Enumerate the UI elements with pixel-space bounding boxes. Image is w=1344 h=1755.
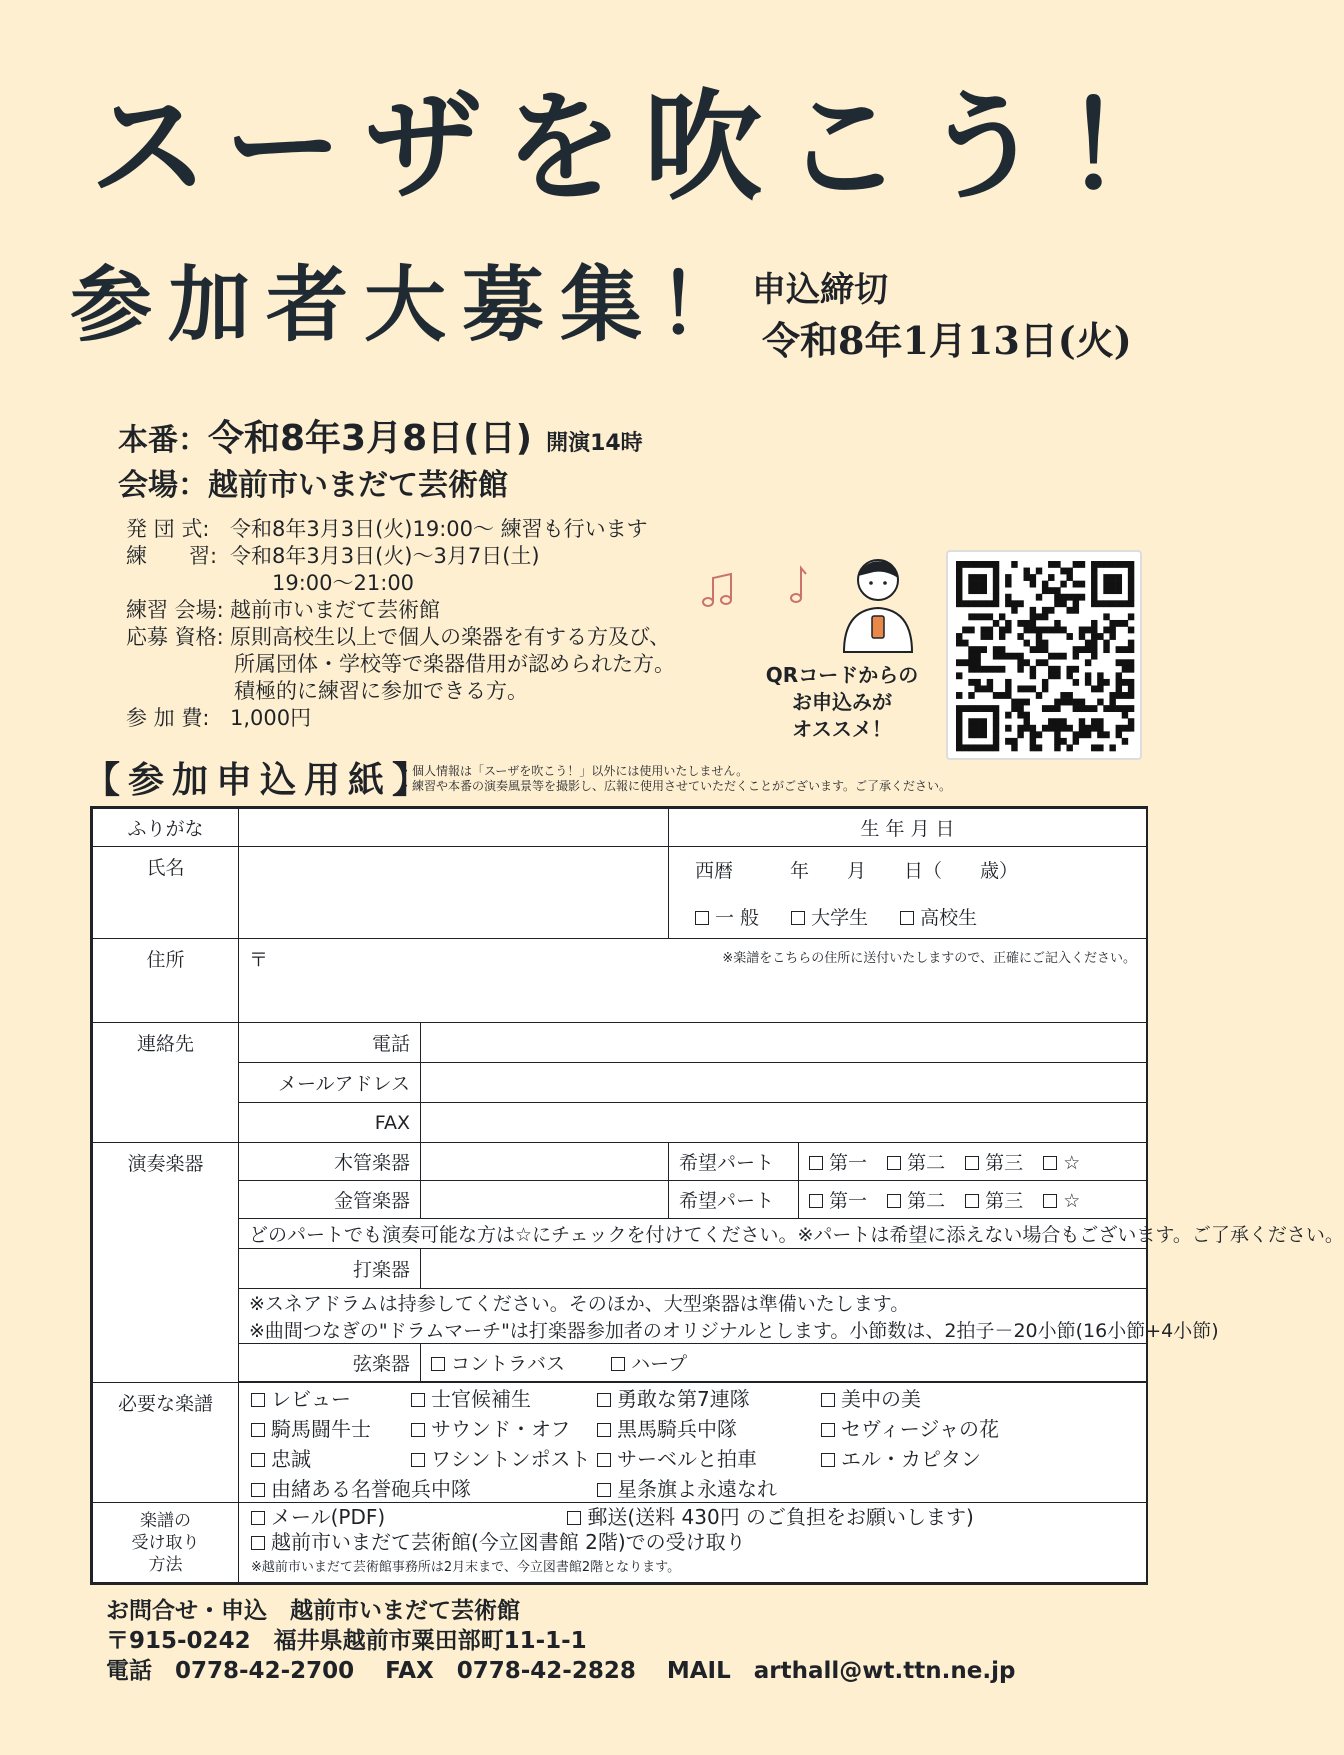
receive-label bbox=[93, 1503, 239, 1583]
practice-venue: 越前市いまだて芸術館 bbox=[230, 598, 440, 622]
checkbox[interactable] bbox=[251, 1423, 265, 1437]
form-note-1: ・個人情報は「スーザを吹こう！」以外には使用いたしません。 bbox=[400, 764, 749, 778]
page-subtitle: 参加者大募集！ bbox=[70, 258, 757, 353]
qr-recommendation bbox=[752, 662, 932, 743]
qualification-label: 応募 資格: bbox=[126, 625, 224, 649]
receive-mail-label: メール(PDF) bbox=[271, 1505, 386, 1529]
brass-part-label: 希望パート bbox=[669, 1181, 799, 1219]
woodwind-part-label: 希望パート bbox=[669, 1143, 799, 1181]
percussion-note-1: ※スネアドラムは持参してください。そのほか、大型楽器は準備いたします。 bbox=[249, 1293, 910, 1315]
qr-text-line3: オススメ！ bbox=[792, 717, 892, 741]
instrument-label: 演奏楽器 bbox=[93, 1143, 239, 1383]
checkbox[interactable] bbox=[567, 1511, 581, 1525]
woodwind-label: 木管楽器 bbox=[239, 1143, 421, 1181]
details bbox=[126, 516, 675, 732]
score-label: 由緒ある名誉砲兵中隊 bbox=[271, 1477, 471, 1501]
venue-label: 会場： bbox=[118, 468, 208, 503]
checkbox[interactable] bbox=[411, 1453, 425, 1467]
fee: 1,000円 bbox=[230, 706, 312, 730]
birthday-label: 生 年 月 日 bbox=[669, 809, 1147, 847]
deadline-label: 申込締切 bbox=[752, 270, 888, 310]
woodwind-input[interactable] bbox=[421, 1143, 669, 1181]
percussion-note-2: ※曲間つなぎの"ドラムマーチ"は打楽器参加者のオリジナルとします。小節数は、2拍子－20小節(16小節+4小節) bbox=[249, 1320, 1219, 1342]
score-label: サーベルと拍車 bbox=[617, 1447, 757, 1471]
receive-post-option[interactable] bbox=[567, 1505, 974, 1529]
part-2-label: 第二 bbox=[907, 1190, 946, 1212]
email-input[interactable] bbox=[421, 1063, 1147, 1103]
furigana-input[interactable] bbox=[239, 809, 669, 847]
form-note-2: ・練習や本番の演奏風景等を撮影し、広報に使用させていただくことがございます。ご了承ください。 bbox=[400, 779, 952, 793]
checkbox[interactable] bbox=[887, 1156, 901, 1170]
ceremony: 令和8年3月3日(火)19:00～ 練習も行います bbox=[230, 517, 648, 541]
score-label: 勇敢な第7連隊 bbox=[617, 1387, 750, 1411]
score-label: 士官候補生 bbox=[431, 1387, 531, 1411]
part-2-option[interactable] bbox=[887, 1152, 945, 1174]
receive-label-2: 受け取り bbox=[131, 1532, 200, 1553]
score-option[interactable] bbox=[597, 1383, 821, 1412]
scores-label: 必要な楽譜 bbox=[93, 1383, 239, 1503]
score-label: サウンド・オフ bbox=[431, 1417, 571, 1441]
contact-footer bbox=[106, 1596, 1015, 1686]
score-label: 忠誠 bbox=[271, 1447, 311, 1471]
performance-label: 本番： bbox=[118, 423, 208, 458]
part-3-option[interactable] bbox=[965, 1190, 1023, 1212]
receive-post-label: 郵送(送料 430円 のご負担をお願いします) bbox=[587, 1505, 974, 1529]
phone-input[interactable] bbox=[421, 1023, 1147, 1063]
checkbox[interactable] bbox=[597, 1483, 611, 1497]
part-3-label: 第三 bbox=[985, 1152, 1024, 1174]
score-label: 騎馬闘牛士 bbox=[271, 1417, 371, 1441]
receive-label-3: 方法 bbox=[148, 1554, 183, 1575]
part-1-option[interactable] bbox=[809, 1190, 867, 1212]
practice-venue-label: 練習 会場: bbox=[126, 598, 224, 622]
category-highschool[interactable] bbox=[900, 907, 977, 929]
checkbox[interactable] bbox=[411, 1393, 425, 1407]
score-label: レビュー bbox=[271, 1387, 351, 1411]
score-label: エル・カピタン bbox=[841, 1447, 981, 1471]
performance-time: 開演14時 bbox=[546, 431, 643, 456]
part-1-label: 第一 bbox=[829, 1152, 868, 1174]
part-star-label: ☆ bbox=[1063, 1152, 1081, 1174]
brass-part-options bbox=[799, 1181, 1147, 1219]
venue-row bbox=[118, 460, 643, 510]
score-option[interactable] bbox=[411, 1443, 597, 1472]
qualification-3: 積極的に練習に参加できる方。 bbox=[234, 679, 528, 703]
checkbox[interactable] bbox=[821, 1423, 835, 1437]
ceremony-label: 発 団 式: bbox=[126, 517, 210, 541]
receive-row-1 bbox=[251, 1505, 1136, 1530]
footer-line-3: 電話 0778-42-2700 FAX 0778-42-2828 MAIL arthall@wt.ttn.ne.jp bbox=[106, 1658, 1016, 1684]
checkbox[interactable] bbox=[1043, 1156, 1057, 1170]
score-option[interactable] bbox=[251, 1443, 411, 1472]
music-notes-icon bbox=[700, 562, 810, 612]
venue: 越前市いまだて芸術館 bbox=[208, 468, 508, 503]
score-label: ワシントンポスト bbox=[431, 1447, 591, 1471]
checkbox[interactable] bbox=[411, 1423, 425, 1437]
category-options bbox=[695, 903, 1136, 930]
checkbox[interactable] bbox=[251, 1483, 265, 1497]
checkbox[interactable] bbox=[251, 1511, 265, 1525]
part-2-option[interactable] bbox=[887, 1190, 945, 1212]
score-label: 星条旗よ永遠なれ bbox=[617, 1477, 777, 1501]
part-star-option[interactable] bbox=[1043, 1152, 1080, 1174]
checkbox[interactable] bbox=[597, 1453, 611, 1467]
fee-label: 参 加 費: bbox=[126, 706, 210, 730]
fax-input[interactable] bbox=[421, 1103, 1147, 1143]
checkbox[interactable] bbox=[251, 1393, 265, 1407]
contrabass-option[interactable] bbox=[431, 1353, 565, 1375]
category-general-label: 一 般 bbox=[715, 906, 760, 929]
receive-pickup-label: 越前市いまだて芸術館(今立図書館 2階)での受け取り bbox=[271, 1530, 746, 1554]
score-label: 美中の美 bbox=[841, 1387, 921, 1411]
address-input[interactable] bbox=[239, 939, 1147, 1023]
qr-text-line2: お申込みが bbox=[792, 690, 892, 714]
phone-label: 電話 bbox=[239, 1023, 421, 1063]
strings-options bbox=[421, 1344, 1147, 1382]
checkbox[interactable] bbox=[251, 1453, 265, 1467]
email-label: メールアドレス bbox=[239, 1063, 421, 1103]
name-label: 氏名 bbox=[93, 847, 239, 939]
receive-note: ※越前市いまだて芸術館事務所は2月末まで、今立図書館2階となります。 bbox=[251, 1560, 681, 1575]
score-label: 黒馬騎兵中隊 bbox=[617, 1417, 737, 1441]
person-with-phone-icon bbox=[838, 552, 918, 652]
address-label: 住所 bbox=[93, 939, 239, 1023]
category-general[interactable] bbox=[695, 907, 759, 929]
harp-option[interactable] bbox=[611, 1353, 687, 1375]
strings-label: 弦楽器 bbox=[239, 1344, 421, 1382]
part-1-label: 第一 bbox=[829, 1190, 868, 1212]
score-empty bbox=[411, 1473, 597, 1502]
score-option[interactable] bbox=[821, 1443, 1021, 1472]
checkbox[interactable] bbox=[597, 1423, 611, 1437]
score-option[interactable] bbox=[597, 1443, 821, 1472]
checkbox[interactable] bbox=[597, 1393, 611, 1407]
checkbox[interactable] bbox=[809, 1194, 823, 1208]
score-option[interactable] bbox=[411, 1413, 597, 1442]
postal-mark: 〒 bbox=[249, 949, 269, 971]
score-option[interactable] bbox=[251, 1413, 411, 1442]
receive-mail-option[interactable] bbox=[251, 1505, 561, 1530]
part-2-label: 第二 bbox=[907, 1152, 946, 1174]
address-note: ※楽譜をこちらの住所に送付いたしますので、正確にご記入ください。 bbox=[722, 951, 1136, 966]
harp-label: ハープ bbox=[631, 1353, 688, 1375]
part-star-label: ☆ bbox=[1063, 1190, 1081, 1212]
percussion-input[interactable] bbox=[421, 1249, 1147, 1289]
checkbox[interactable] bbox=[821, 1393, 835, 1407]
form-notes bbox=[400, 764, 951, 794]
brass-input[interactable] bbox=[421, 1181, 669, 1219]
page-title: スーザを吹こう！ bbox=[90, 78, 1205, 216]
brass-label: 金管楽器 bbox=[239, 1181, 421, 1219]
practice: 令和8年3月3日(火)～3月7日(土) bbox=[230, 544, 540, 568]
main-info bbox=[118, 410, 643, 510]
part-3-label: 第三 bbox=[985, 1190, 1024, 1212]
checkbox[interactable] bbox=[695, 911, 709, 925]
qr-code[interactable] bbox=[946, 550, 1142, 760]
contrabass-label: コントラバス bbox=[451, 1353, 566, 1375]
form-heading: 【参加申込用紙】 bbox=[84, 760, 437, 801]
part-star-option[interactable] bbox=[1043, 1190, 1080, 1212]
checkbox[interactable] bbox=[900, 911, 914, 925]
percussion-label: 打楽器 bbox=[239, 1249, 421, 1289]
category-highschool-label: 高校生 bbox=[920, 906, 978, 929]
qualification-1: 原則高校生以上で個人の楽器を有する方及び、 bbox=[230, 625, 671, 649]
scores-grid bbox=[251, 1383, 1136, 1502]
qr-text-line1: QRコードからの bbox=[765, 663, 919, 687]
checkbox[interactable] bbox=[821, 1453, 835, 1467]
part-1-option[interactable] bbox=[809, 1152, 867, 1174]
checkbox[interactable] bbox=[809, 1156, 823, 1170]
score-option[interactable] bbox=[251, 1383, 411, 1412]
score-label: セヴィージャの花 bbox=[841, 1417, 999, 1441]
score-option[interactable] bbox=[597, 1473, 821, 1502]
part-note: どのパートでも演奏可能な方は☆にチェックを付けてください。※パートは希望に添えない場合もございます。ご了承ください。 bbox=[239, 1219, 1147, 1249]
deadline-date: 令和8年1月13日(火) bbox=[762, 318, 1132, 363]
score-option[interactable] bbox=[411, 1383, 597, 1412]
score-empty bbox=[821, 1473, 1021, 1502]
percussion-notes bbox=[239, 1289, 1219, 1344]
receive-options bbox=[239, 1503, 1147, 1583]
qualification-2: 所属団体・学校等で楽器借用が認められた方。 bbox=[234, 652, 675, 676]
woodwind-part-options bbox=[799, 1143, 1147, 1181]
checkbox[interactable] bbox=[887, 1194, 901, 1208]
checkbox[interactable] bbox=[431, 1357, 445, 1371]
score-option[interactable] bbox=[821, 1383, 1021, 1412]
contact-label: 連絡先 bbox=[93, 1023, 239, 1143]
checkbox[interactable] bbox=[251, 1536, 265, 1550]
category-university[interactable] bbox=[791, 907, 868, 929]
score-option[interactable] bbox=[251, 1473, 471, 1502]
furigana-label: ふりがな bbox=[93, 809, 239, 847]
score-option[interactable] bbox=[597, 1413, 821, 1442]
score-option[interactable] bbox=[821, 1413, 1021, 1442]
application-form bbox=[90, 806, 1344, 1585]
practice-time: 19:00～21:00 bbox=[272, 571, 415, 595]
checkbox[interactable] bbox=[791, 911, 805, 925]
checkbox[interactable] bbox=[965, 1194, 979, 1208]
checkbox[interactable] bbox=[1043, 1194, 1057, 1208]
scores-options bbox=[239, 1383, 1147, 1503]
checkbox[interactable] bbox=[965, 1156, 979, 1170]
footer-line-1: お問合せ・申込 越前市いまだて芸術館 bbox=[106, 1598, 520, 1624]
practice-label: 練 習: bbox=[126, 544, 218, 568]
performance-row bbox=[118, 410, 643, 460]
category-university-label: 大学生 bbox=[811, 906, 869, 929]
part-3-option[interactable] bbox=[965, 1152, 1023, 1174]
checkbox[interactable] bbox=[611, 1357, 625, 1371]
fax-label: FAX bbox=[239, 1103, 421, 1143]
receive-pickup-option[interactable] bbox=[251, 1530, 1136, 1555]
name-input[interactable] bbox=[239, 847, 669, 939]
receive-label-1: 楽譜の bbox=[140, 1510, 191, 1531]
footer-line-2: 〒915-0242 福井県越前市粟田部町11-1-1 bbox=[106, 1628, 587, 1654]
qr-code-image bbox=[956, 561, 1134, 751]
performance-date: 令和8年3月8日(日) bbox=[208, 418, 533, 459]
birth-fields[interactable]: 西暦 年 月 日（ 歳） bbox=[695, 859, 1019, 882]
